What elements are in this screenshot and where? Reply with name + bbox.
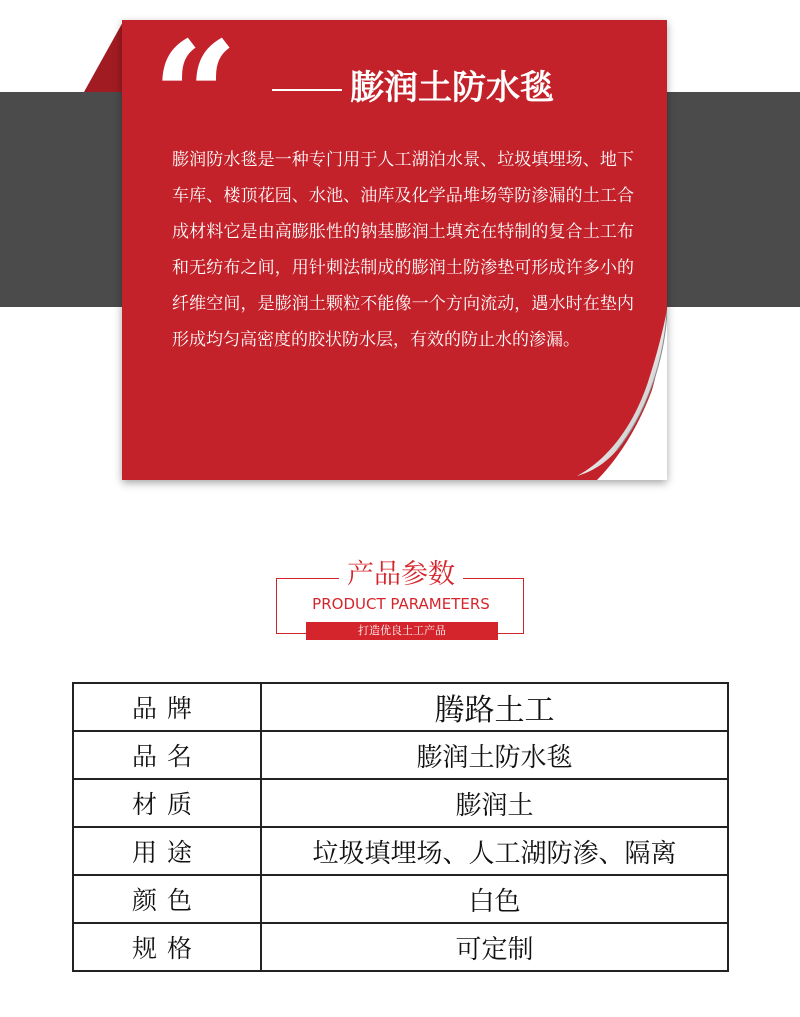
param-key: 用途 [73,827,261,875]
param-value: 膨润土防水毯 [261,731,728,779]
heading-en: PRODUCT PARAMETERS [312,595,490,613]
param-key: 材质 [73,779,261,827]
table-row [73,731,728,779]
table-row [73,827,728,875]
heading-tagline: 打造优良土工产品 [306,622,498,640]
product-parameters-heading [276,558,526,646]
intro-title: 膨润土防水毯 [350,68,554,108]
page-curl-icon [557,310,667,480]
table-row [73,875,728,923]
intro-body: 膨润防水毯是一种专门用于人工湖泊水景、垃圾填埋场、地下车库、楼顶花园、水池、油库及化学品堆场等防渗漏的土工合成材料它是由高膨胀性的钠基膨润土填充在特制的复合土工布和无纺布之间，用针刺法制成的膨润土防渗垫可形成许多小的纤维空间，是膨润土颗粒不能像一个方向流动，遇水时在垫内形成均匀高密度的胶状防水层，有效的防止水的渗漏。 [172,150,634,350]
param-key: 颜色 [73,875,261,923]
param-key: 品牌 [73,683,261,731]
card-fold-corner [84,20,124,92]
intro-title-row [272,66,554,110]
heading-cn: 产品参数 [339,558,463,592]
quote-icon: “ [152,20,229,185]
param-value: 可定制 [261,923,728,971]
table-row [73,779,728,827]
intro-card [122,20,667,480]
param-key: 品名 [73,731,261,779]
param-value: 垃圾填埋场、人工湖防渗、隔离 [261,827,728,875]
parameters-table [72,682,729,972]
param-value: 腾路土工 [261,683,728,731]
param-key: 规格 [73,923,261,971]
table-row [73,923,728,971]
param-value: 膨润土 [261,779,728,827]
param-value: 白色 [261,875,728,923]
title-dash [272,89,342,91]
table-row [73,683,728,731]
